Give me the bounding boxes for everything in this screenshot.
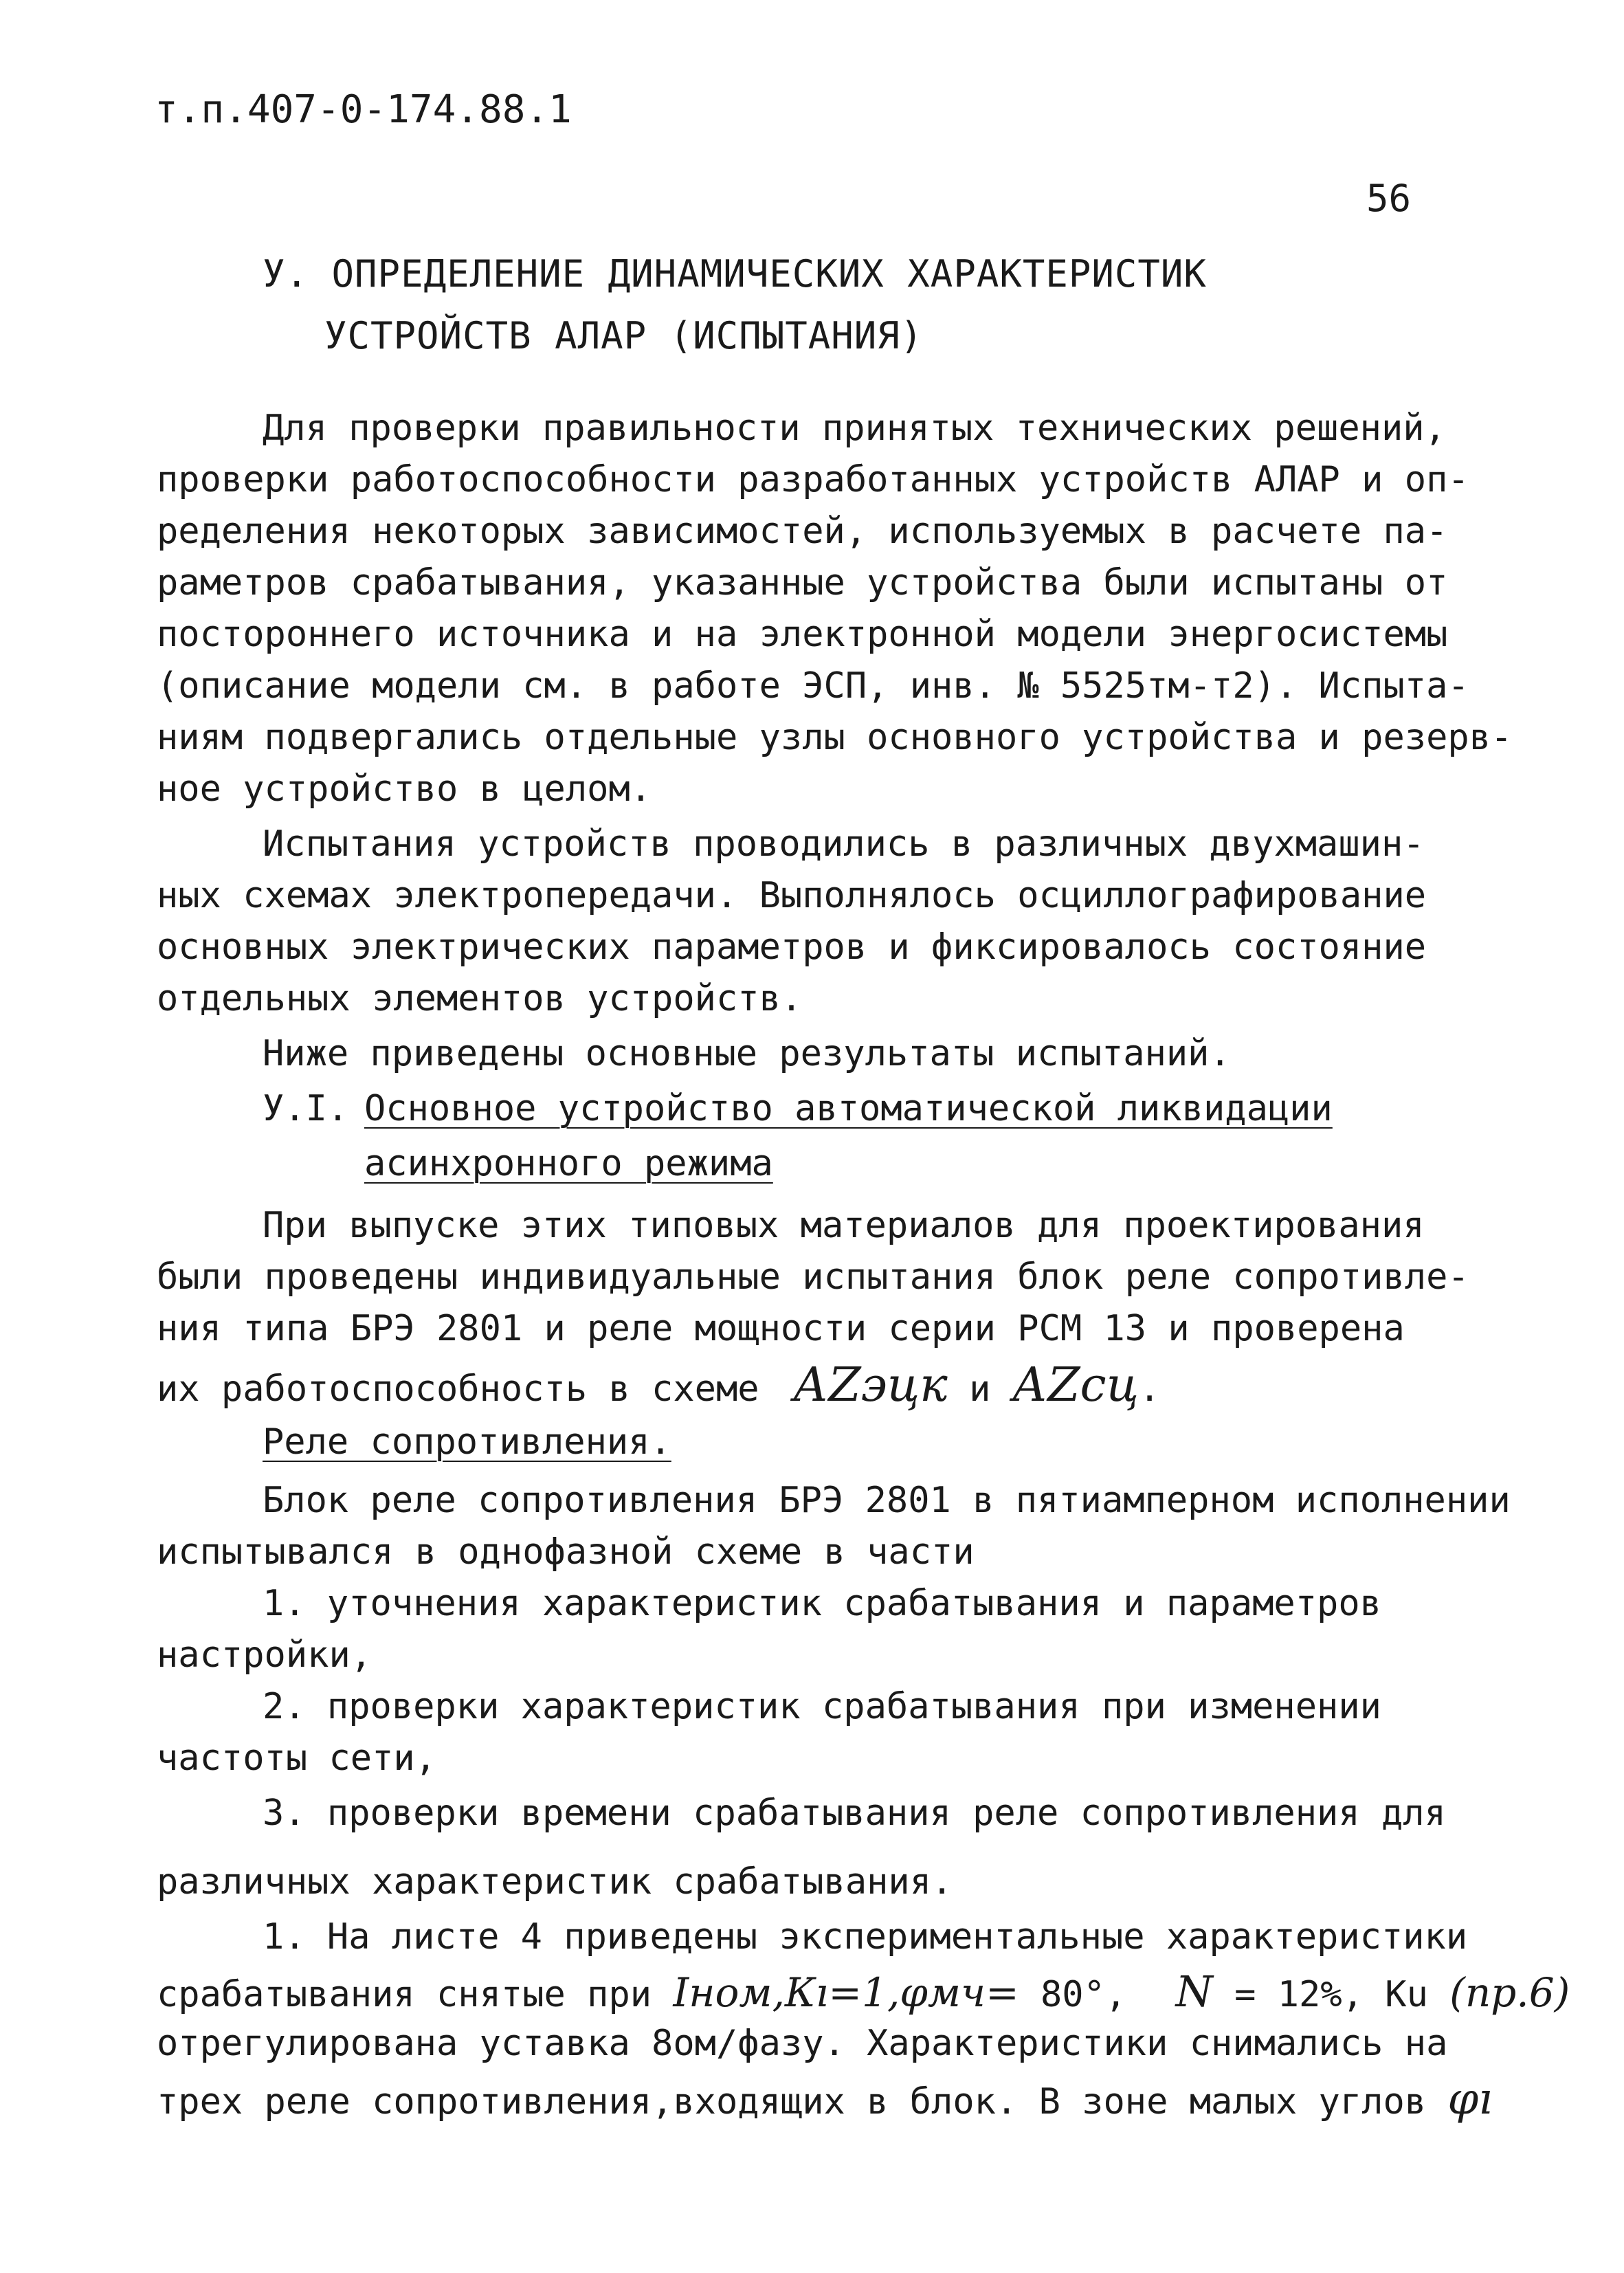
list-item-continuation: различных характеристик срабатывания. (157, 1861, 953, 1903)
text-span: их работоспособность в схеме (157, 1368, 759, 1410)
subsection-title-line1: Основное устройство автоматической ликвидации (364, 1088, 1333, 1129)
handwritten-formula: АZэцк (792, 1358, 948, 1412)
text-line: были проведены индивидуальные испытания блок реле сопротивле- (157, 1256, 1469, 1298)
text-line: ных схемах электропередачи. Выполнялось осциллографирование (157, 875, 1427, 916)
handwritten-formula: Iном,Кı=1,φмч= (673, 1969, 1019, 2016)
list-item: 3. проверки времени срабатывания реле сопротивления для (263, 1793, 1446, 1834)
text-line: проверки работоспособности разработанных устройств АЛАР и оп- (157, 459, 1469, 500)
text-line: Блок реле сопротивления БРЭ 2801 в пятиамперном исполнении (263, 1480, 1511, 1521)
text-line: 1. На листе 4 приведены экспериментальные характеристики (263, 1916, 1468, 1958)
text-span: трех реле сопротивления,входящих в блок. В зоне малых углов (157, 2081, 1427, 2122)
text-line: Испытания устройств проводились в различных двухмашин- (263, 823, 1425, 865)
text-line: ное устройство в целом. (157, 768, 652, 810)
text-line (157, 1966, 1570, 2017)
text-line: Для проверки правильности принятых технических решений, (263, 408, 1446, 449)
text-line: ределения некоторых зависимостей, используемых в расчете па- (157, 511, 1448, 552)
section-heading-line2: УСТРОЙСТВ АЛАР (ИСПЫТАНИЯ) (324, 314, 924, 357)
text-line: ния типа БРЭ 2801 и реле мощности серии РСМ 13 и проверена (157, 1308, 1405, 1349)
text-line: Ниже приведены основные результаты испытаний. (263, 1033, 1231, 1074)
text-span: = 12%, Ku (1234, 1974, 1428, 2015)
text-line: основных электрических параметров и фиксировалось состояние (157, 927, 1427, 968)
list-item: 2. проверки характеристик срабатывания при изменении (263, 1686, 1381, 1727)
text-line (157, 2074, 1493, 2125)
text-line: испытывался в однофазной схеме в части (157, 1531, 975, 1573)
text-line: При выпуске этих типовых материалов для проектирования (263, 1205, 1425, 1246)
text-line: раметров срабатывания, указанные устройства были испытаны от (157, 562, 1448, 603)
subsection-title-line2: асинхронного режима (364, 1143, 773, 1184)
handwritten-formula: φı (1447, 2074, 1493, 2125)
text-line: отдельных элементов устройств. (157, 978, 803, 1019)
text-span: . (1139, 1368, 1161, 1410)
text-line: ниям подвергались отдельные узлы основного устройства и резерв- (157, 717, 1513, 758)
handwritten-formula: АZсц (1012, 1358, 1139, 1412)
list-item-continuation: настройки, (157, 1634, 372, 1676)
handwritten-note: (пр.6) (1449, 1969, 1570, 2016)
text-line (157, 1358, 1161, 1412)
section-heading-line1: У. ОПРЕДЕЛЕНИЕ ДИНАМИЧЕСКИХ ХАРАКТЕРИСТИК (263, 252, 1207, 296)
list-item: 1. уточнения характеристик срабатывания и параметров (263, 1583, 1381, 1624)
text-span: 80°, (1041, 1974, 1127, 2015)
text-line: отрегулирована уставка 8ом/фазу. Характеристики снимались на (157, 2023, 1448, 2064)
subheading-relay: Реле сопротивления. (263, 1421, 671, 1463)
document-code: т.п.407-0-174.88.1 (155, 87, 572, 132)
page-number: 56 (1366, 177, 1412, 220)
text-span: и (969, 1368, 991, 1410)
text-span: срабатывания снятые при (157, 1974, 652, 2015)
list-item-continuation: частоты сети, (157, 1738, 436, 1779)
text-line: (описание модели см. в работе ЭСП, инв. № 5525тм-т2). Испыта- (157, 665, 1469, 707)
text-line: постороннего источника и на электронной модели энергосистемы (157, 614, 1448, 655)
handwritten-formula: N (1175, 1966, 1213, 2017)
subsection-number: У.I. (263, 1088, 349, 1129)
